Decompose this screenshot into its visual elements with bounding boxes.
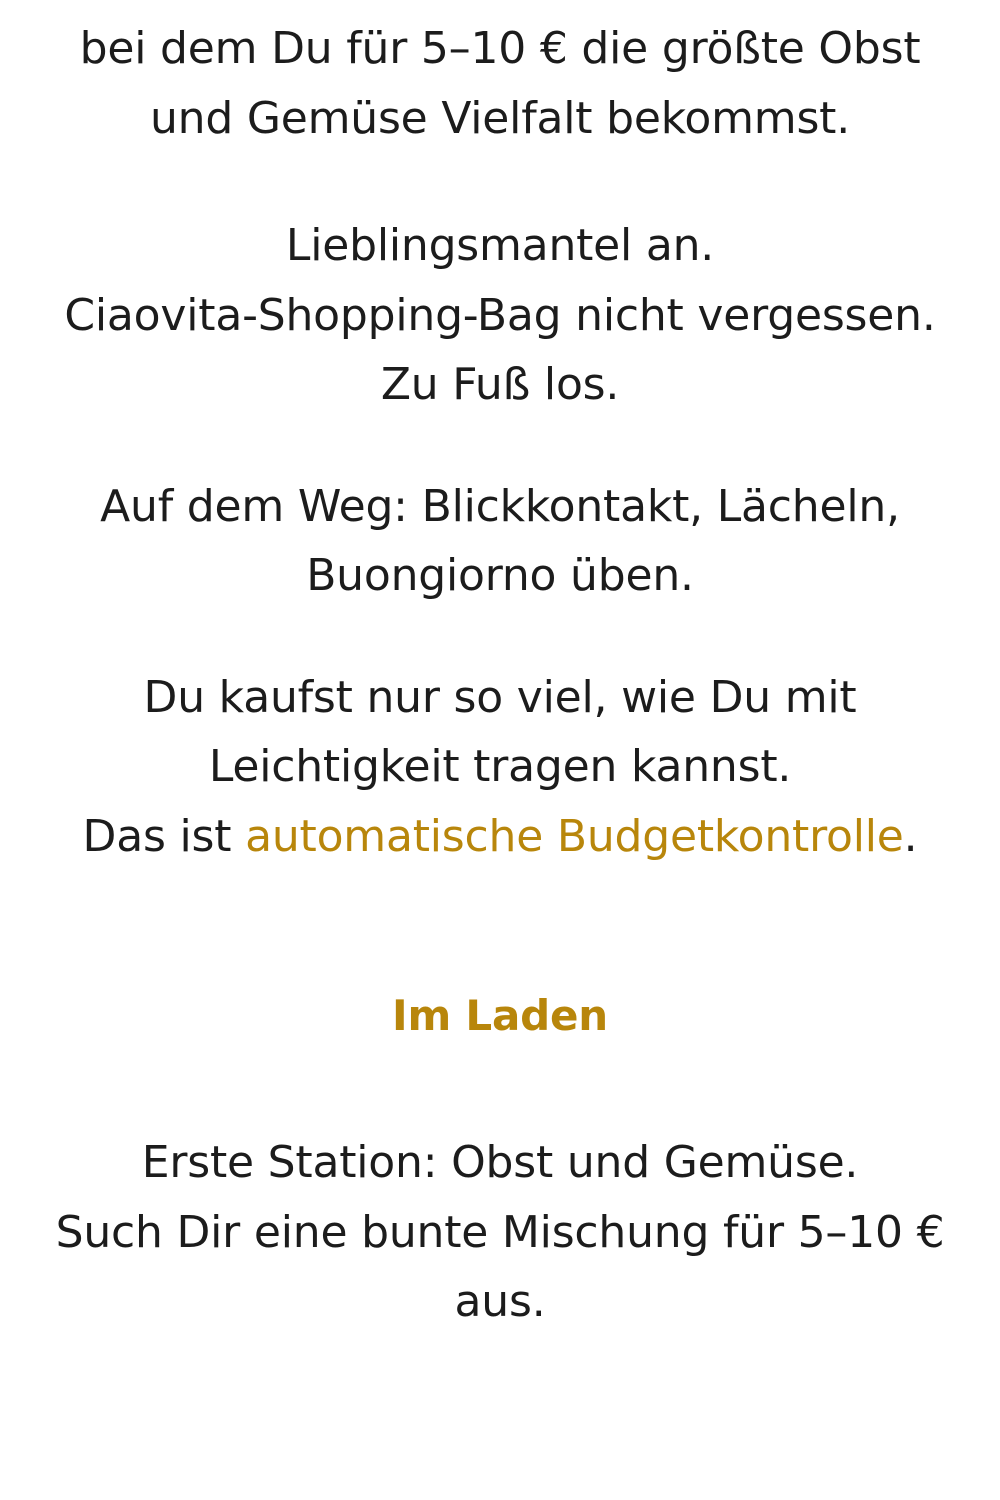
budget-line-prefix: Das ist [82,810,246,862]
paragraph-intro-line-2: und Gemüse Vielfalt bekommst. [149,92,851,144]
paragraph-budget-line-3 [18,802,982,872]
paragraph-budget [18,663,982,872]
paragraph-first-station [18,1128,982,1337]
paragraph-preparation-line-1: Lieblingsmantel an. [285,220,715,272]
paragraph-ontheway [18,472,982,611]
budget-line-suffix: . [903,810,918,862]
paragraph-preparation [18,211,982,420]
paragraph-ontheway-line-2: Buongiorno üben. [306,550,694,602]
paragraph-preparation-line-2: Ciaovita-Shopping-Bag nicht vergessen. [64,289,936,341]
paragraph-intro [18,14,982,153]
section-heading-im-laden: Im Laden [392,991,608,1041]
budget-line-highlight: automatische Budgetkontrolle [245,810,904,862]
paragraph-ontheway-line-1: Auf dem Weg: Blickkontakt, Lächeln, [100,480,900,532]
paragraph-first-station-line-2: Such Dir eine bunte Mischung für 5–10 € [55,1206,945,1258]
paragraph-intro-line-1: bei dem Du für 5–10 € die größte Obst [79,23,921,74]
paragraph-first-station-line-1: Erste Station: Obst und Gemüse. [141,1137,859,1189]
paragraph-preparation-line-3: Zu Fuß los. [380,359,620,411]
paragraph-first-station-line-3: aus. [454,1276,546,1328]
paragraph-budget-line-2: Leichtigkeit tragen kannst. [208,741,792,793]
paragraph-budget-line-1: Du kaufst nur so viel, wie Du mit [143,671,857,723]
